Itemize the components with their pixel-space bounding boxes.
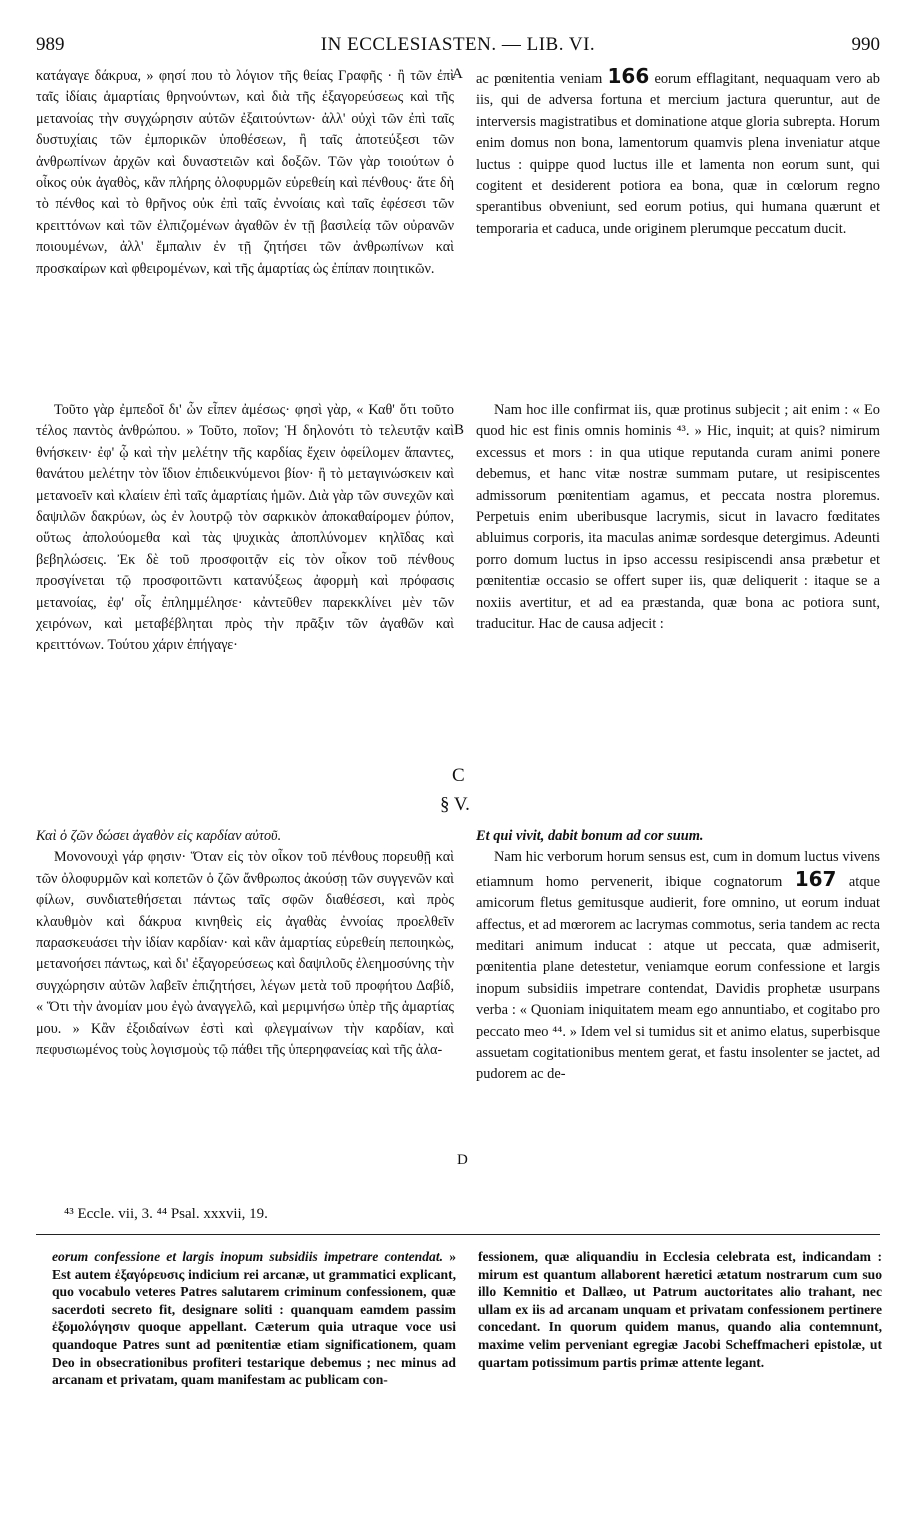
latin-paragraph-3b: atque amicorum fletus gemitusque audierit, fore omnino, ut eorum induat affectus, et ad mœrorem ac lacrymas commotus, seria tandem ac recta meditari animum inducat : atque ut peccata, quæ admiserit, pœnitentia plane detestetur, veniamque eorum confessione et largis inopum subsidiis impetrare contendat, Davidis prophetæ usurpans verba : « Quoniam iniquitatem meam ego annuntiabo, et cogitabo pro peccato meo ⁴⁴. » Idem vel si tumidus sit et animo elatus, superbisque assuetam cogitationibus mentem gerat, et fastu insolenter se jactet, ad pudorem ac de- (476, 873, 880, 1083)
latin-paragraph-2: Nam hoc ille confirmat iis, quæ protinus subjecit ; ait enim : « Eo quod hic est finis omnis hominis ⁴³. » Hic, inquit; at quis? nimirum excessus et mors : in qua utique reputanda curam animi ponere debemus, et hanc vitæ nostræ summam putare, ut resipiscentes admissorum pœnitentiam agamus, et peccata nostra ploremus. Perpetuis enim uberibusque lacrymis, sicut in lavacro fœditates abluimus corporis, ita maculas animæ sordesque detergimus. Adeunti porro domum luctus in ipso accessu resipiscendi ansa præbetur et pœnitentiæ occasio se offert super iis, quæ deliquerit : itaque se a noxiis avertitur, et ad ea præstanda, quæ bona ac potiora sunt, traducitur. Hac de causa adjecit : (476, 402, 880, 633)
note-right-text: fessionem, quæ aliquandiu in Ecclesia celebrata est, indicandam : mirum est quantum allaborent hæretici ætatum nostrarum cum suo illo Kemnitio et Dallæo, ut Patrum auctoritates alio trahant, nec ullam ex iis ad arcanam unquam et privatam confessionem pertinere concedant. In quorum quidem manus, quando alia contemnunt, maxime velim perveniant egregiæ Jacobi Scheffmacheri epistolæ, ut quartam potissimum partis primæ attente legant. (478, 1249, 882, 1370)
margin-letter-d: D (457, 1152, 468, 1168)
margin-letter-b: B (454, 422, 465, 438)
latin-lemma: Et qui vivit, dabit bonum ad cor suum. (476, 828, 704, 844)
note-lemma: eorum confessione et largis inopum subsidiis impetrare contendat. (52, 1249, 444, 1264)
page-header (36, 34, 880, 58)
footnote-divider (36, 1234, 880, 1235)
latin-paragraph-1b: eorum efflagitant, nequaquam vero ab iis, qui de adversa fortuna et mercium jactura queruntur, aut de interversis magistratibus et dominatione atque gloria subrepta. Horum enim domus non bona, lamentorum quamvis plena inveniatur atque luctus : quippe quod luctus ille et lamenta non eorum sunt, qui cogitent et desiderent potiora ea bona, quæ in cœlorum regno sperantibus obveniunt, sed eorum potius, qui humana quærunt et temporaria et caduca, unde originem plerumque peccatum ducit. (476, 71, 880, 237)
latin-paragraph-1a: ac pœnitentia veniam (476, 71, 603, 87)
latin-block-2 (476, 400, 880, 635)
margin-letter-a: A (452, 66, 463, 82)
note-right (478, 1248, 882, 1371)
column-number-167: 167 (794, 866, 837, 891)
page-number-right: 990 (851, 34, 880, 55)
latin-paragraph-3a: Nam hic verborum horum sensus est, cum in domum luctus vivens etiamnum homo pervenerit, ibique cognatorum (476, 849, 880, 890)
greek-block-1 (36, 66, 454, 280)
footnotes: ⁴³ Eccle. vii, 3. ⁴⁴ Psal. xxxvii, 19. (64, 1206, 268, 1222)
greek-paragraph-2: Τοῦτο γὰρ ἐμπεδοῖ δι' ὧν εἶπεν ἀμέσως· φησὶ γὰρ, « Καθ' ὅτι τοῦτο τέλος παντὸς ἀνθρώπου. » Τοῦτο, ποῖον; Ἡ δηλονότι τὸ τελευτᾷν καὶ θνήσκειν· ἐφ' ᾧ καὶ τὴν μελέτην τῆς καρδίας ἔχειν ὀφείλομεν ἅπαντες, θανάτου μελέτην τὸν ἴδιον ἐπιδεικνύμενοι βίον· ἢ τὸ μεταγινώσκειν καὶ μετανοεῖν καὶ κλαίειν ἐπὶ ταῖς ἁμαρτίαις ἡμῶν. Διὰ γὰρ τῶν συνεχῶν καὶ δαψιλῶν δακρύων, ὡς ἐν λουτρῷ τὸν σαρκικὸν ἀποκαθαίρομεν ῥύπον, οὕτως ἀπολούομεθα καὶ τὰς ψυχικὰς ἀποπλύνομεν κηλῖδας καὶ βεβηλώσεις. Ἐκ δὲ τοῦ προσφοιτᾷν εἰς τὸν οἶκον τοῦ πένθους προσγίνεται τῷ προσφοιτῶντι κατανύξεως ἀφορμὴ καὶ πρόφασις μετανοίας, ἐφ' οἷς ἐπλημμέλησε· κἀντεῦθεν παρεκκλίνει μὲν τῶν χειρόνων, καὶ μεταβέβληται πρὸς τὴν πρᾶξιν τῶν ἀγαθῶν καὶ κρειττόνων. Τούτου χάριν ἐπήγαγε· (36, 402, 454, 654)
running-title: IN ECCLESIASTEN. — LIB. VI. (320, 34, 596, 55)
greek-paragraph-1: κατάγαγε δάκρυα, » φησί που τὸ λόγιον τῆς θείας Γραφῆς · ἢ τῶν ἐπὶ ταῖς ἰδίαις ἁμαρτίαις θρηνούντων, καὶ διὰ τῆς ἐξαγορεύσεως καὶ τῆς μετανοίας τὴν συγχώρησιν αὐτῶν ἐξαιτούντων· ἀλλ' οὐχὶ τῶν ἐπὶ ταῖς δυστυχίαις τῶν ἐμπορικῶν ὑποθέσεων, ἢ ταῖς ἀποτεύξεσι τῶν ἀνθρωπίνων ἀρχῶν καὶ δυναστειῶν καὶ δοξῶν. Τῶν γὰρ τοιούτων ὁ οἶκος οὐκ ἀγαθὸς, κἂν πλήρης ὀλοφυρμῶν εὑρεθείη καὶ πένθους· ἅτε δὴ τὸ πένθος καὶ τὸ θρῆνος οὐκ ἐπὶ ταῖς ἐννοίαις καὶ ταῖς ἐφέσεσι τῶν κρειττόνων καὶ τῶν ἐλπιζομένων ἀγαθῶν ἐν τῇ βασιλείᾳ τῶν οὐρανῶν ποιουμένων, ἀλλ' ἔμπαλιν ἐν τῇ ζητήσει τῶν ἀνθρωπίνων καὶ προσκαίρων καὶ φθειρομένων, καὶ τῆς ἁμαρτίας ὡς ἐπίπαν ποιητικῶν. (36, 68, 454, 277)
page-number-left: 989 (36, 34, 65, 55)
column-number-166: 166 (607, 64, 650, 88)
note-left-text: » Est autem ἐξαγόρευσις indicium rei arcanæ, ut grammatici explicant, quo vocabulo veteres Patres salutarem criminum confessionem, quæ sacerdoti secreto fit, designare soliti : quanquam eamdem passim ἐξομολόγησιν quoque appellant. Cæterum quia utraque voce usi quandoque Patres sunt ad pœnitentiæ etiam significationem, quam Deo in obsecrationibus profiteri testarique debemus ; nec minus ad arcanam et privatam, quam manifestam ac publicam con- (52, 1249, 456, 1388)
margin-letter-c: C (452, 765, 465, 786)
note-left (52, 1248, 456, 1389)
greek-block-3 (36, 826, 454, 1061)
latin-block-3 (476, 826, 880, 1086)
section-heading: § V. (440, 794, 470, 815)
greek-block-2 (36, 400, 454, 657)
greek-lemma: Καὶ ὁ ζῶν δώσει ἀγαθὸν εἰς καρδίαν αὐτοῦ. (36, 828, 282, 844)
greek-paragraph-3: Μονονουχὶ γάρ φησιν· Ὅταν εἰς τὸν οἶκον τοῦ πένθους πορευθῇ καὶ τῶν ὀλοφυρμῶν καὶ κοπετῶν ὁ ζῶν ἄνθρωπος ἀκούσῃ τῶν συγγενῶν καὶ φίλων, συνδιατεθήσεται πάντως ταῖς σφῶν διαθέσεσι, καὶ πρὸς κλαυθμὸν καὶ δάκρυα κινηθεὶς εἰς ἀγαθὰς ἐννοίας προελθεῖν παρασκευάσει τὴν ἰδίαν καρδίαν· καὶ κἂν ἁμαρτίας εὑρεθείη πεποιηκὼς, μετανοήσει πάντως, καὶ δι' ἐξαγορεύσεως καὶ δαψιλοῦς ἐλεημοσύνης τὴν συγχώρησιν αὐτῶν λαβεῖν ἐπιζητήσει, λέγων μετὰ τοῦ προφήτου Δαβίδ, « Ὅτι τὴν ἀνομίαν μου ἐγὼ ἀναγγελῶ, καὶ μεριμνήσω ὑπὲρ τῆς ἁμαρτίας μου. » Κἂν ἐξοιδαίνων ἐστὶ καὶ φλεγμαίνων τὴν καρδίαν, καὶ πεφυσιωμένος τοὺς λογισμοὺς τῷ πάθει τῆς ὑπερηφανείας καὶ τῆς ἀλα- (36, 849, 454, 1059)
latin-block-1 (476, 66, 880, 240)
